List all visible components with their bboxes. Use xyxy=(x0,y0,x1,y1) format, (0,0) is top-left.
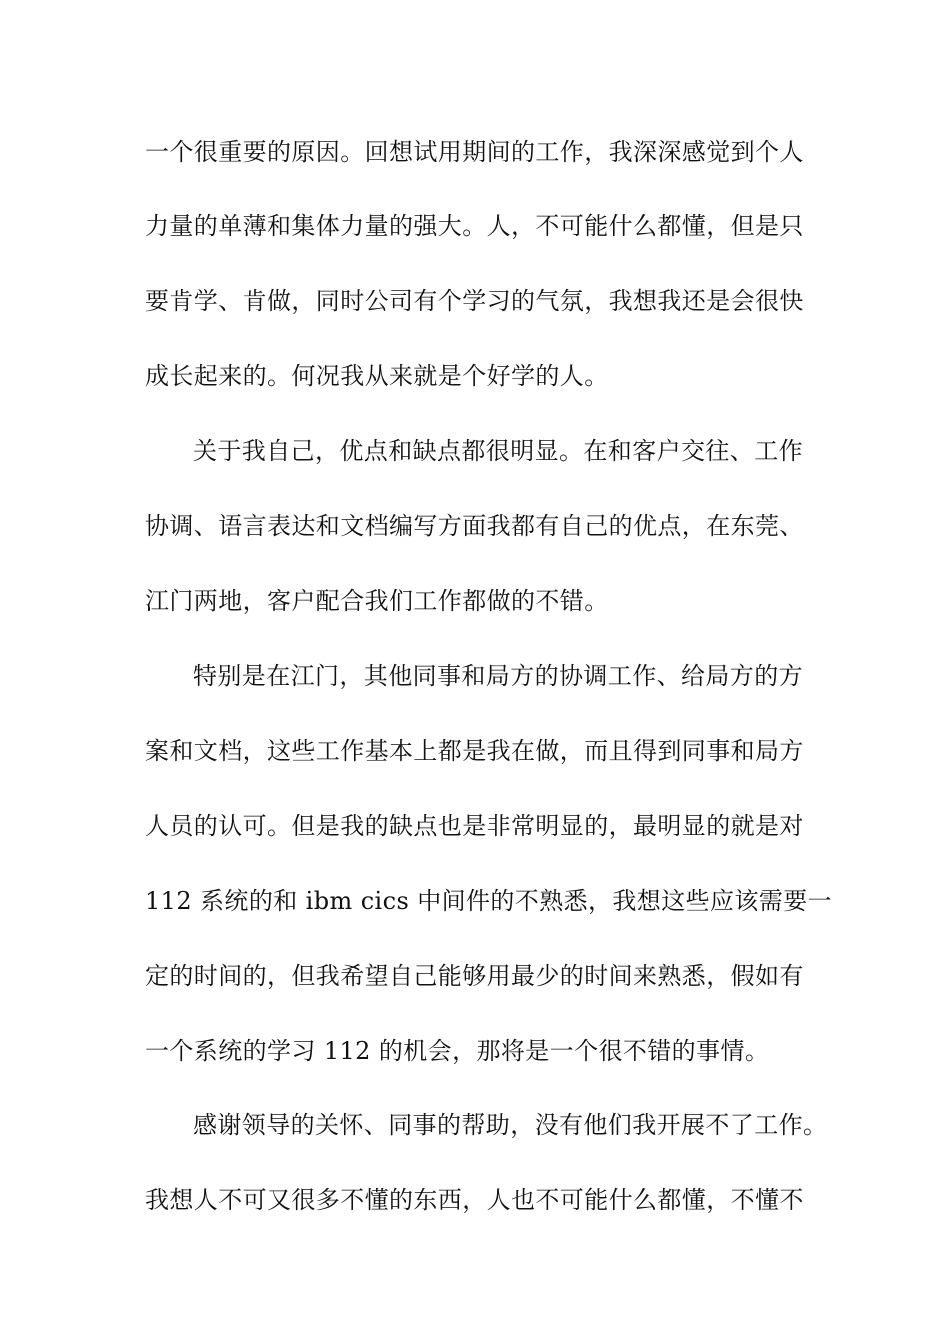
text-line: 案和文档，这些工作基本上都是我在做，而且得到同事和局方 xyxy=(145,737,804,765)
text-line: 协调、语言表达和文档编写方面我都有自己的优点，在东莞、 xyxy=(145,512,804,540)
text-line: 成长起来的。何况我从来就是个好学的人。 xyxy=(145,362,609,390)
text-line: 112 系统的和 ibm cics 中间件的不熟悉，我想这些应该需要一 xyxy=(145,887,832,915)
text-line: 定的时间的，但我希望自己能够用最少的时间来熟悉，假如有 xyxy=(145,962,804,990)
text-line: 一个系统的学习 112 的机会，那将是一个很不错的事情。 xyxy=(145,1037,770,1065)
paragraph-first-line: 关于我自己，优点和缺点都很明显。在和客户交往、工作 xyxy=(193,437,803,465)
text-line: 我想人不可又很多不懂的东西，人也不可能什么都懂，不懂不 xyxy=(145,1186,804,1214)
text-line: 一个很重要的原因。回想试用期间的工作，我深深感觉到个人 xyxy=(145,138,804,166)
text-line: 人员的认可。但是我的缺点也是非常明显的，最明显的就是对 xyxy=(145,812,804,840)
text-line: 力量的单薄和集体力量的强大。人，不可能什么都懂，但是只 xyxy=(145,212,804,240)
text-line: 江门两地，客户配合我们工作都做的不错。 xyxy=(145,587,609,615)
text-line: 要肯学、肯做，同时公司有个学习的气氛，我想我还是会很快 xyxy=(145,287,804,315)
paragraph-first-line: 感谢领导的关怀、同事的帮助，没有他们我开展不了工作。 xyxy=(193,1111,828,1139)
paragraph-first-line: 特别是在江门，其他同事和局方的协调工作、给局方的方 xyxy=(193,662,803,690)
